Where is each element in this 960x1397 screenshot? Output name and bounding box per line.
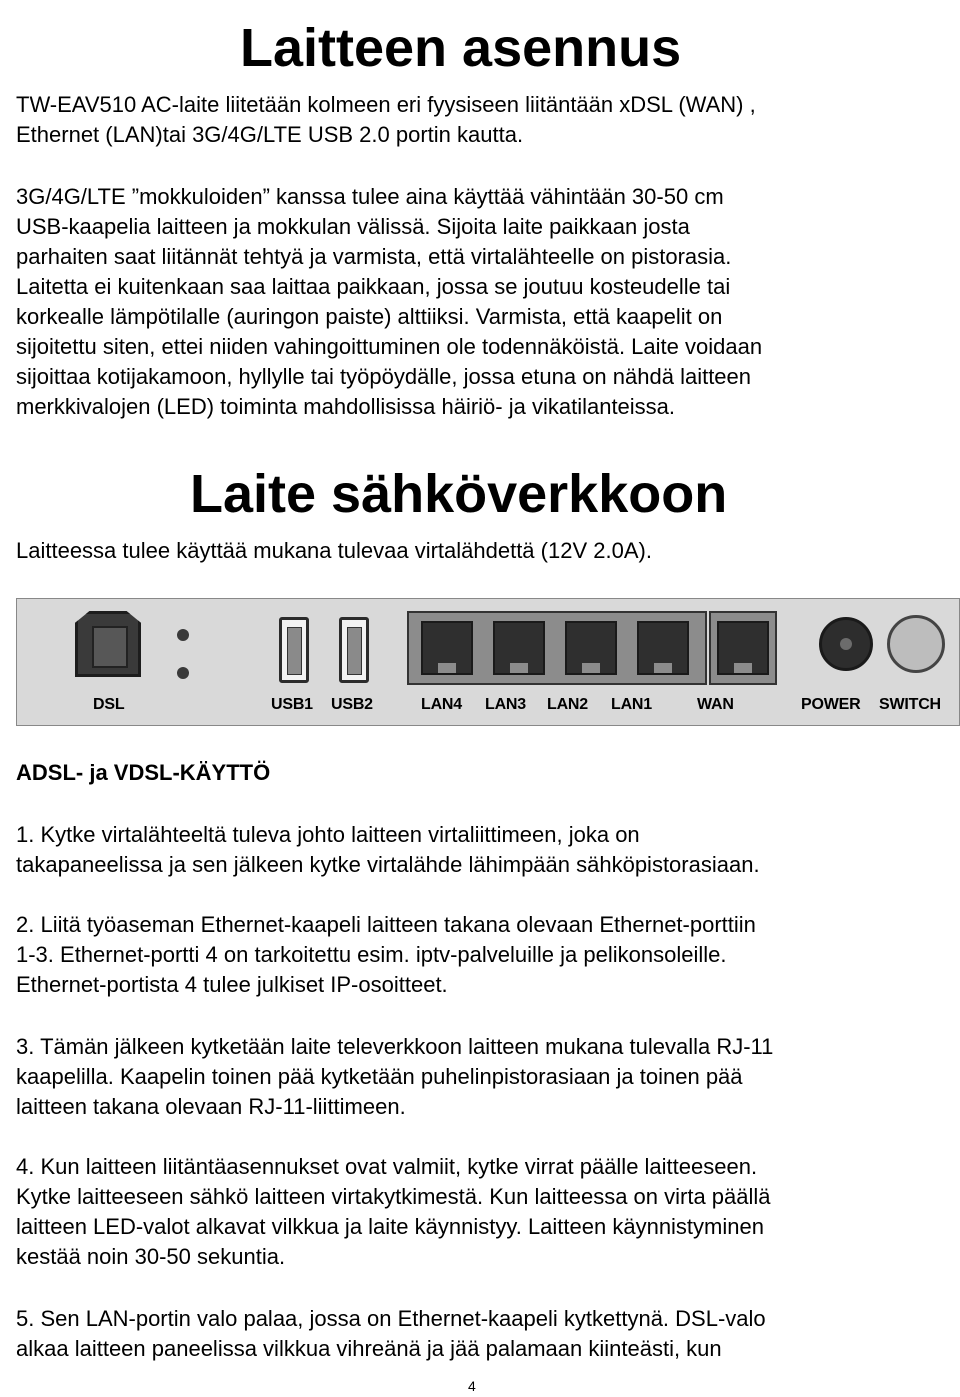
- text-line: Ethernet (LAN)tai 3G/4G/LTE USB 2.0 portin kautta.: [16, 122, 524, 147]
- label-lan4: LAN4: [421, 696, 462, 713]
- usb2-port-icon: [339, 617, 369, 683]
- label-switch: SWITCH: [879, 696, 941, 713]
- wan-port-icon: [717, 621, 769, 675]
- label-power: POWER: [801, 696, 861, 713]
- text-line: laitteen LED-valot alkavat vilkkua ja laite käynnistyy. Laitteen käynnistyminen: [16, 1214, 764, 1239]
- page-number: 4: [468, 1378, 476, 1394]
- step-4: [16, 1152, 951, 1272]
- text-line: takapaneelissa ja sen jälkeen kytke virtalähde lähimpään sähköpistorasiaan.: [16, 852, 760, 877]
- led-icon: [177, 629, 189, 641]
- text-line: 2. Liitä työaseman Ethernet-kaapeli laitteen takana olevaan Ethernet-porttiin: [16, 912, 756, 937]
- label-usb1: USB1: [271, 696, 313, 713]
- text-line: 1-3. Ethernet-portti 4 on tarkoitettu esim. iptv-palveluille ja pelikonsoleille.: [16, 942, 727, 967]
- usb1-port-icon: [279, 617, 309, 683]
- label-lan3: LAN3: [485, 696, 526, 713]
- text-line: 3G/4G/LTE ”mokkuloiden” kanssa tulee aina käyttää vähintään 30-50 cm: [16, 184, 724, 209]
- text-line: kestää noin 30-50 sekuntia.: [16, 1244, 286, 1269]
- dsl-port-icon: [75, 611, 141, 677]
- paragraph-placement: [16, 182, 951, 422]
- subheading-adsl-vdsl: ADSL- ja VDSL-KÄYTTÖ: [16, 760, 271, 785]
- text-line: 3. Tämän jälkeen kytketään laite televerkkoon laitteen mukana tulevalla RJ-11: [16, 1034, 774, 1059]
- text-line: 4. Kun laitteen liitäntäasennukset ovat valmiit, kytke virrat päälle laitteeseen.: [16, 1154, 758, 1179]
- lan1-port-icon: [637, 621, 689, 675]
- step-5: [16, 1304, 951, 1364]
- lan2-port-icon: [565, 621, 617, 675]
- paragraph-intro: [16, 90, 951, 150]
- text-line: parhaiten saat liitännät tehtyä ja varmista, että virtalähteelle on pistorasia.: [16, 244, 732, 269]
- label-wan: WAN: [697, 696, 734, 713]
- label-usb2: USB2: [331, 696, 373, 713]
- text-line: alkaa laitteen paneelissa vilkkua vihreänä ja jää palamaan kiinteästi, kun: [16, 1336, 722, 1361]
- text-line: laitteen takana olevaan RJ-11-liittimeen.: [16, 1094, 406, 1119]
- text-line: merkkivalojen (LED) toiminta mahdollisissa häiriö- ja vikatilanteissa.: [16, 394, 676, 419]
- text-line: Laitteessa tulee käyttää mukana tulevaa virtalähdettä (12V 2.0A).: [16, 538, 652, 563]
- text-line: kaapelilla. Kaapelin toinen pää kytketään puhelinpistorasiaan ja toinen pää: [16, 1064, 743, 1089]
- paragraph-power: [16, 536, 951, 566]
- text-line: USB-kaapelia laitteen ja mokkulan välissä. Sijoita laite paikkaan josta: [16, 214, 690, 239]
- router-back-panel: [16, 598, 960, 726]
- text-line: TW-EAV510 AC-laite liitetään kolmeen eri fyysiseen liitäntään xDSL (WAN) ,: [16, 92, 756, 117]
- text-line: Ethernet-portista 4 tulee julkiset IP-osoitteet.: [16, 972, 448, 997]
- step-3: [16, 1032, 951, 1122]
- label-lan2: LAN2: [547, 696, 588, 713]
- text-line: 1. Kytke virtalähteeltä tuleva johto laitteen virtaliittimeen, joka on: [16, 822, 640, 847]
- lan-ports-block: [407, 611, 707, 685]
- heading-power: Laite sähköverkkoon: [190, 464, 728, 524]
- led-icon: [177, 667, 189, 679]
- lan3-port-icon: [493, 621, 545, 675]
- lan4-port-icon: [421, 621, 473, 675]
- text-line: 5. Sen LAN-portin valo palaa, jossa on Ethernet-kaapeli kytkettynä. DSL-valo: [16, 1306, 766, 1331]
- text-line: sijoitettu siten, ettei niiden vahingoittuminen ole todennäköistä. Laite voidaan: [16, 334, 763, 359]
- text-line: sijoittaa kotijakamoon, hyllylle tai työpöydälle, jossa etuna on nähdä laitteen: [16, 364, 752, 389]
- label-dsl: DSL: [93, 696, 125, 713]
- text-line: Kytke laitteeseen sähkö laitteen virtakytkimestä. Kun laitteessa on virta päällä: [16, 1184, 771, 1209]
- wan-port-block: [709, 611, 777, 685]
- heading-installation: Laitteen asennus: [240, 18, 682, 78]
- step-1: [16, 820, 951, 880]
- label-lan1: LAN1: [611, 696, 652, 713]
- text-line: korkealle lämpötilalle (auringon paiste) alttiiksi. Varmista, että kaapelit on: [16, 304, 723, 329]
- power-switch-icon: [887, 615, 945, 673]
- step-2: [16, 910, 951, 1000]
- power-jack-icon: [819, 617, 873, 671]
- text-line: Laitetta ei kuitenkaan saa laittaa paikkaan, jossa se joutuu kosteudelle tai: [16, 274, 731, 299]
